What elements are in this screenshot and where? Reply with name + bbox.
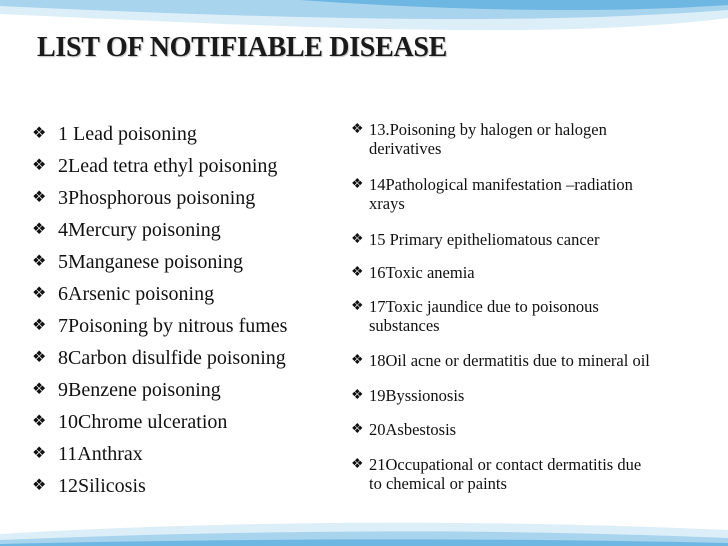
diamond-bullet-icon: ❖ [32,445,47,462]
list-item: ❖ 20Asbestosis [351,420,457,439]
list-item: ❖ 11Anthrax [32,438,332,470]
list-item: ❖ 13.Poisoning by halogen or halogen derivatives [351,120,607,158]
list-item: ❖ 6Arsenic poisoning [32,278,332,310]
diamond-bullet-icon: ❖ [351,457,364,472]
list-item: ❖ 2Lead tetra ethyl poisoning [32,150,332,182]
list-item: ❖ 21Occupational or contact dermatitis due to chemical or paints [351,455,642,493]
bottom-wave-decoration [0,514,728,546]
list-item: ❖ 1 Lead poisoning [32,118,332,150]
list-item: ❖ 14Pathological manifestation –radiation xrays [351,175,633,213]
list-item: ❖ 8Carbon disulfide poisoning [32,342,332,374]
list-item: ❖ 16Toxic anemia [351,263,475,282]
diamond-bullet-icon: ❖ [32,125,47,142]
diamond-bullet-icon: ❖ [351,265,364,280]
diamond-bullet-icon: ❖ [351,232,364,247]
diamond-bullet-icon: ❖ [32,381,47,398]
diamond-bullet-icon: ❖ [32,477,47,494]
diamond-bullet-icon: ❖ [351,422,364,437]
diamond-bullet-icon: ❖ [32,253,47,270]
list-item: ❖ 7Poisoning by nitrous fumes [32,310,332,342]
list-item: ❖ 10Chrome ulceration [32,406,332,438]
list-item: ❖ 4Mercury poisoning [32,214,332,246]
list-item: ❖ 5Manganese poisoning [32,246,332,278]
list-item: ❖ 18Oil acne or dermatitis due to mineral oil [351,351,650,370]
diamond-bullet-icon: ❖ [32,413,47,430]
diamond-bullet-icon: ❖ [351,388,364,403]
diamond-bullet-icon: ❖ [32,349,47,366]
diamond-bullet-icon: ❖ [351,177,364,192]
list-item: ❖ 19Byssionosis [351,386,465,405]
list-item: ❖ 15 Primary epitheliomatous cancer [351,230,600,249]
diamond-bullet-icon: ❖ [32,157,47,174]
list-item: ❖ 3Phosphorous poisoning [32,182,332,214]
diamond-bullet-icon: ❖ [32,221,47,238]
list-item: ❖ 12Silicosis [32,470,332,502]
list-item: ❖ 17Toxic jaundice due to poisonous substances [351,297,599,335]
diamond-bullet-icon: ❖ [32,317,47,334]
diamond-bullet-icon: ❖ [32,285,47,302]
list-item: ❖ 9Benzene poisoning [32,374,332,406]
diamond-bullet-icon: ❖ [351,353,364,368]
diamond-bullet-icon: ❖ [351,122,364,137]
slide-title: LIST OF NOTIFIABLE DISEASE [37,32,448,63]
diamond-bullet-icon: ❖ [351,299,364,314]
left-disease-list [32,118,332,502]
right-disease-list [351,120,723,493]
diamond-bullet-icon: ❖ [32,189,47,206]
